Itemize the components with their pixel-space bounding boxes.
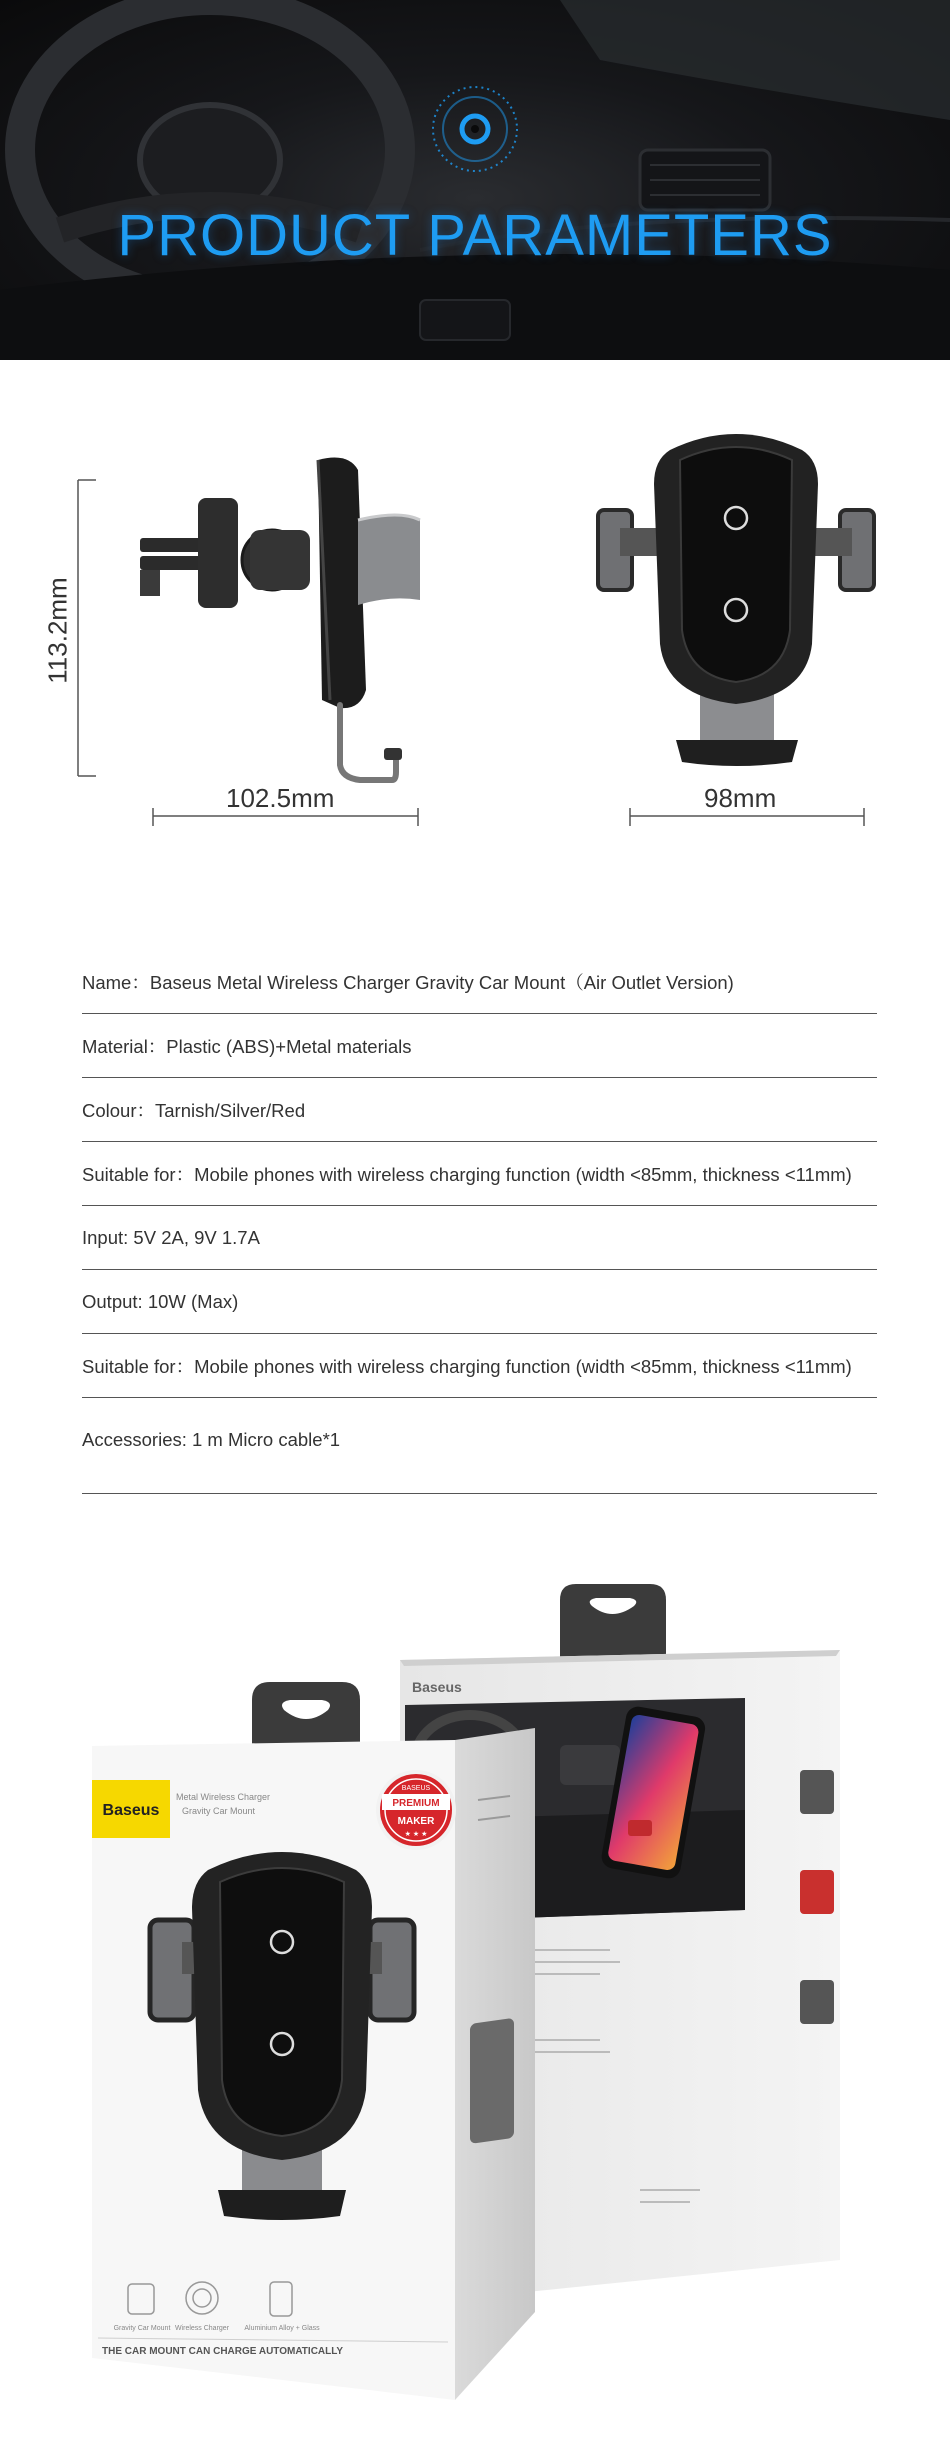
packaging-image xyxy=(0,1570,950,2454)
badge-top: BASEUS xyxy=(401,1785,431,1792)
back-box-brand: Baseus xyxy=(412,1679,462,1695)
dimension-diagram xyxy=(0,360,950,920)
product-line-1: Metal Wireless Charger xyxy=(176,1792,271,1802)
front-box-brand: Baseus xyxy=(102,1802,160,1819)
spec-row-accessories: Accessories: 1 m Micro cable*1 xyxy=(82,1398,877,1494)
front-box xyxy=(92,1740,455,2400)
spec-row-suitable-for: Suitable for：Mobile phones with wireless charging function (width <85mm, thickness <11mm) xyxy=(82,1142,877,1206)
svg-text:★ ★ ★: ★ ★ ★ xyxy=(404,1831,428,1838)
spec-row-colour: Colour：Tarnish/Silver/Red xyxy=(82,1078,877,1142)
badge-line2: MAKER xyxy=(397,1816,435,1827)
baseus-ring-logo-icon xyxy=(429,83,521,175)
spec-list xyxy=(82,950,877,1494)
box-tagline: THE CAR MOUNT CAN CHARGE AUTOMATICALLY xyxy=(102,2346,344,2357)
product-line-2: Gravity Car Mount xyxy=(182,1806,256,1816)
page-title: PRODUCT PARAMETERS xyxy=(117,203,833,268)
height-dimension-line xyxy=(78,480,96,776)
feature-3: Aluminium Alloy + Glass xyxy=(244,2325,320,2332)
car-interior-background xyxy=(0,0,950,360)
spec-row-name: Name：Baseus Metal Wireless Charger Gravity Car Mount（Air Outlet Version) xyxy=(82,950,877,1014)
spec-row-material: Material：Plastic (ABS)+Metal materials xyxy=(82,1014,877,1078)
mount-front-view xyxy=(598,434,874,766)
mount-side-view xyxy=(140,458,420,780)
feature-1: Gravity Car Mount xyxy=(113,2325,171,2332)
spec-row-output: Output: 10W (Max) xyxy=(82,1270,877,1334)
spec-row-suitable-for-2: Suitable for：Mobile phones with wireless charging function (width <85mm, thickness <11mm) xyxy=(82,1334,877,1398)
premium-maker-badge xyxy=(378,1772,454,1848)
depth-label: 102.5mm xyxy=(226,783,335,813)
height-label: 113.2mm xyxy=(42,577,73,684)
back-box-hanger xyxy=(560,1584,666,1662)
width-label: 98mm xyxy=(704,783,777,813)
front-box-hanger xyxy=(252,1682,360,1748)
hero-banner xyxy=(0,0,950,360)
badge-line1: PREMIUM xyxy=(392,1798,440,1809)
feature-2: Wireless Charger xyxy=(174,2325,230,2332)
spec-row-input: Input: 5V 2A, 9V 1.7A xyxy=(82,1206,877,1270)
